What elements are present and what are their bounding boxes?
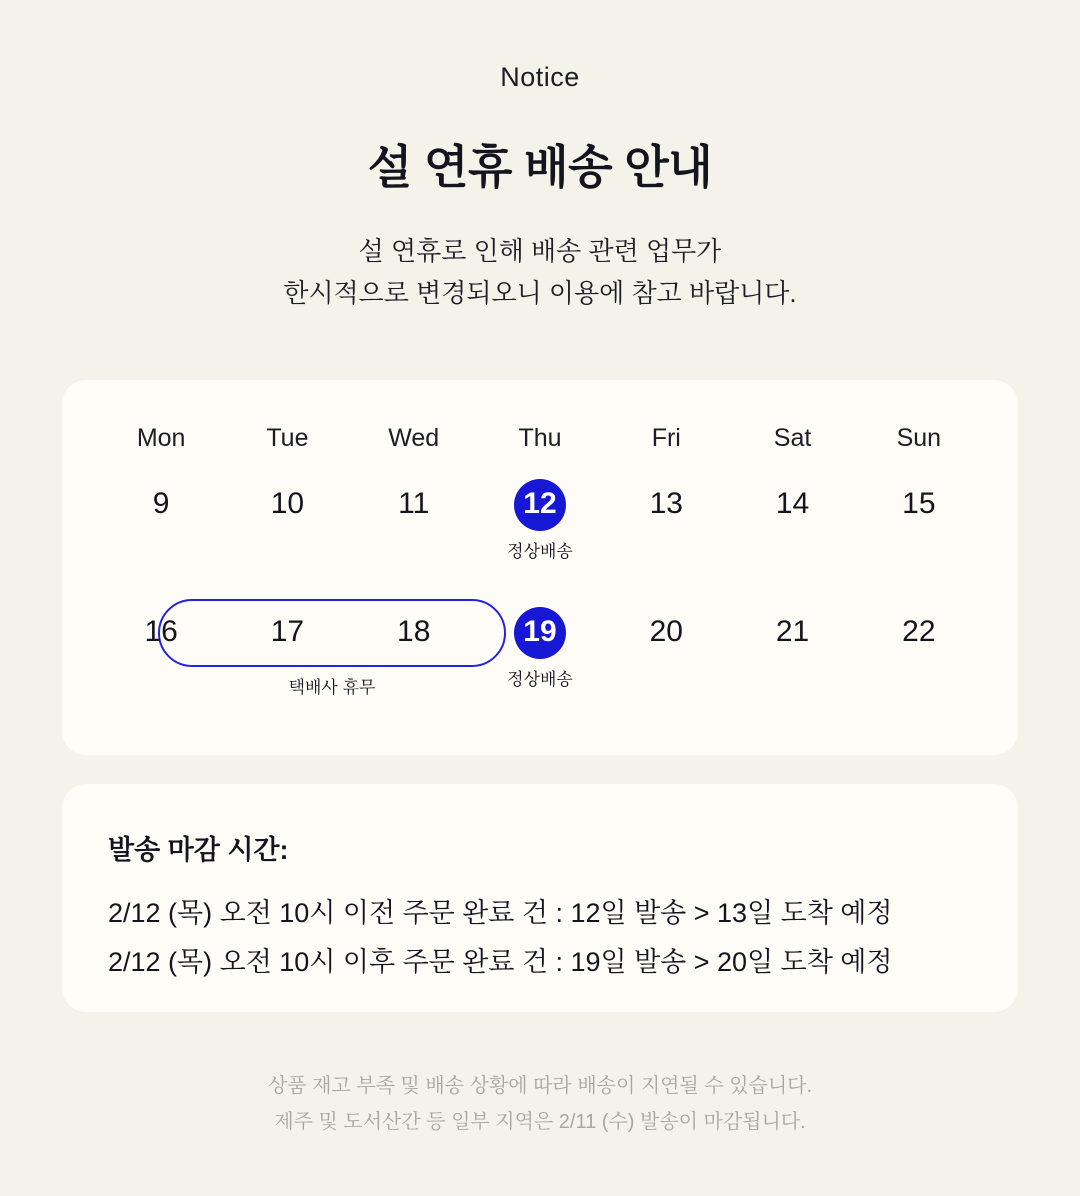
day-number: 15 [902,487,936,520]
day-number: 13 [649,487,683,520]
calendar-day-cell [603,453,729,581]
weekday-mon: Mon [136,424,186,452]
footer-notes [0,1068,1080,1140]
day-tag-label: 정상배송 [507,670,573,689]
shipping-deadline-card [62,784,1018,1012]
calendar-day-cell [224,453,350,581]
calendar-day-cell [729,453,855,581]
calendar-day-cell-highlighted [477,453,603,581]
day-number: 11 [398,487,430,520]
day-number: 19 [514,607,566,659]
page-subtitle [0,230,1080,314]
shipping-deadline-line-1: 2/12 (목) 오전 10시 이전 주문 완료 건 : 12일 발송 > 13일 도착 예정 [108,898,893,928]
subtitle-line-2: 한시적으로 변경되오니 이용에 참고 바랍니다. [283,278,797,308]
calendar-card [62,380,1018,755]
shipping-deadline-title: 발송 마감 시간: [108,835,289,865]
day-number: 16 [144,615,178,648]
calendar-day-cell [856,581,982,709]
page-title: 설 연휴 배송 안내 [367,141,713,193]
footer-note-1: 상품 재고 부족 및 배송 상황에 따라 배송이 지연될 수 있습니다. [267,1075,813,1097]
calendar-day-cell [351,453,477,581]
footer-note-2: 제주 및 도서산간 등 일부 지역은 2/11 (수) 발송이 마감됩니다. [274,1111,806,1133]
day-tag-label: 정상배송 [507,542,573,561]
day-number: 9 [152,487,170,520]
subtitle-line-1: 설 연휴로 인해 배송 관련 업무가 [358,236,722,266]
day-number: 17 [270,615,305,648]
calendar-day-cell [729,581,855,709]
day-number: 10 [270,487,305,520]
eyebrow-label: Notice [500,62,580,92]
day-number: 21 [775,615,810,648]
weekday-fri: Fri [651,424,681,452]
holiday-range-label: 택배사 휴무 [288,678,376,697]
calendar-day-cell [98,453,224,581]
weekday-sat: Sat [773,424,812,452]
calendar-week-row-1 [62,453,1018,581]
day-number: 22 [902,615,936,648]
day-number: 12 [514,479,566,531]
weekday-wed: Wed [388,424,440,452]
calendar-day-cell [603,581,729,709]
holiday-range-outline [158,599,506,667]
calendar-week-row-2 [62,581,1018,709]
calendar-day-cell [856,453,982,581]
day-number: 18 [397,615,431,648]
weekday-thu: Thu [518,424,562,452]
weekday-sun: Sun [896,424,942,452]
day-number: 14 [775,487,810,520]
weekday-tue: Tue [266,424,309,452]
weekday-header-row [62,380,1018,453]
shipping-deadline-line-2: 2/12 (목) 오전 10시 이후 주문 완료 건 : 19일 발송 > 20일 도착 예정 [108,947,893,977]
day-number: 20 [649,615,683,648]
